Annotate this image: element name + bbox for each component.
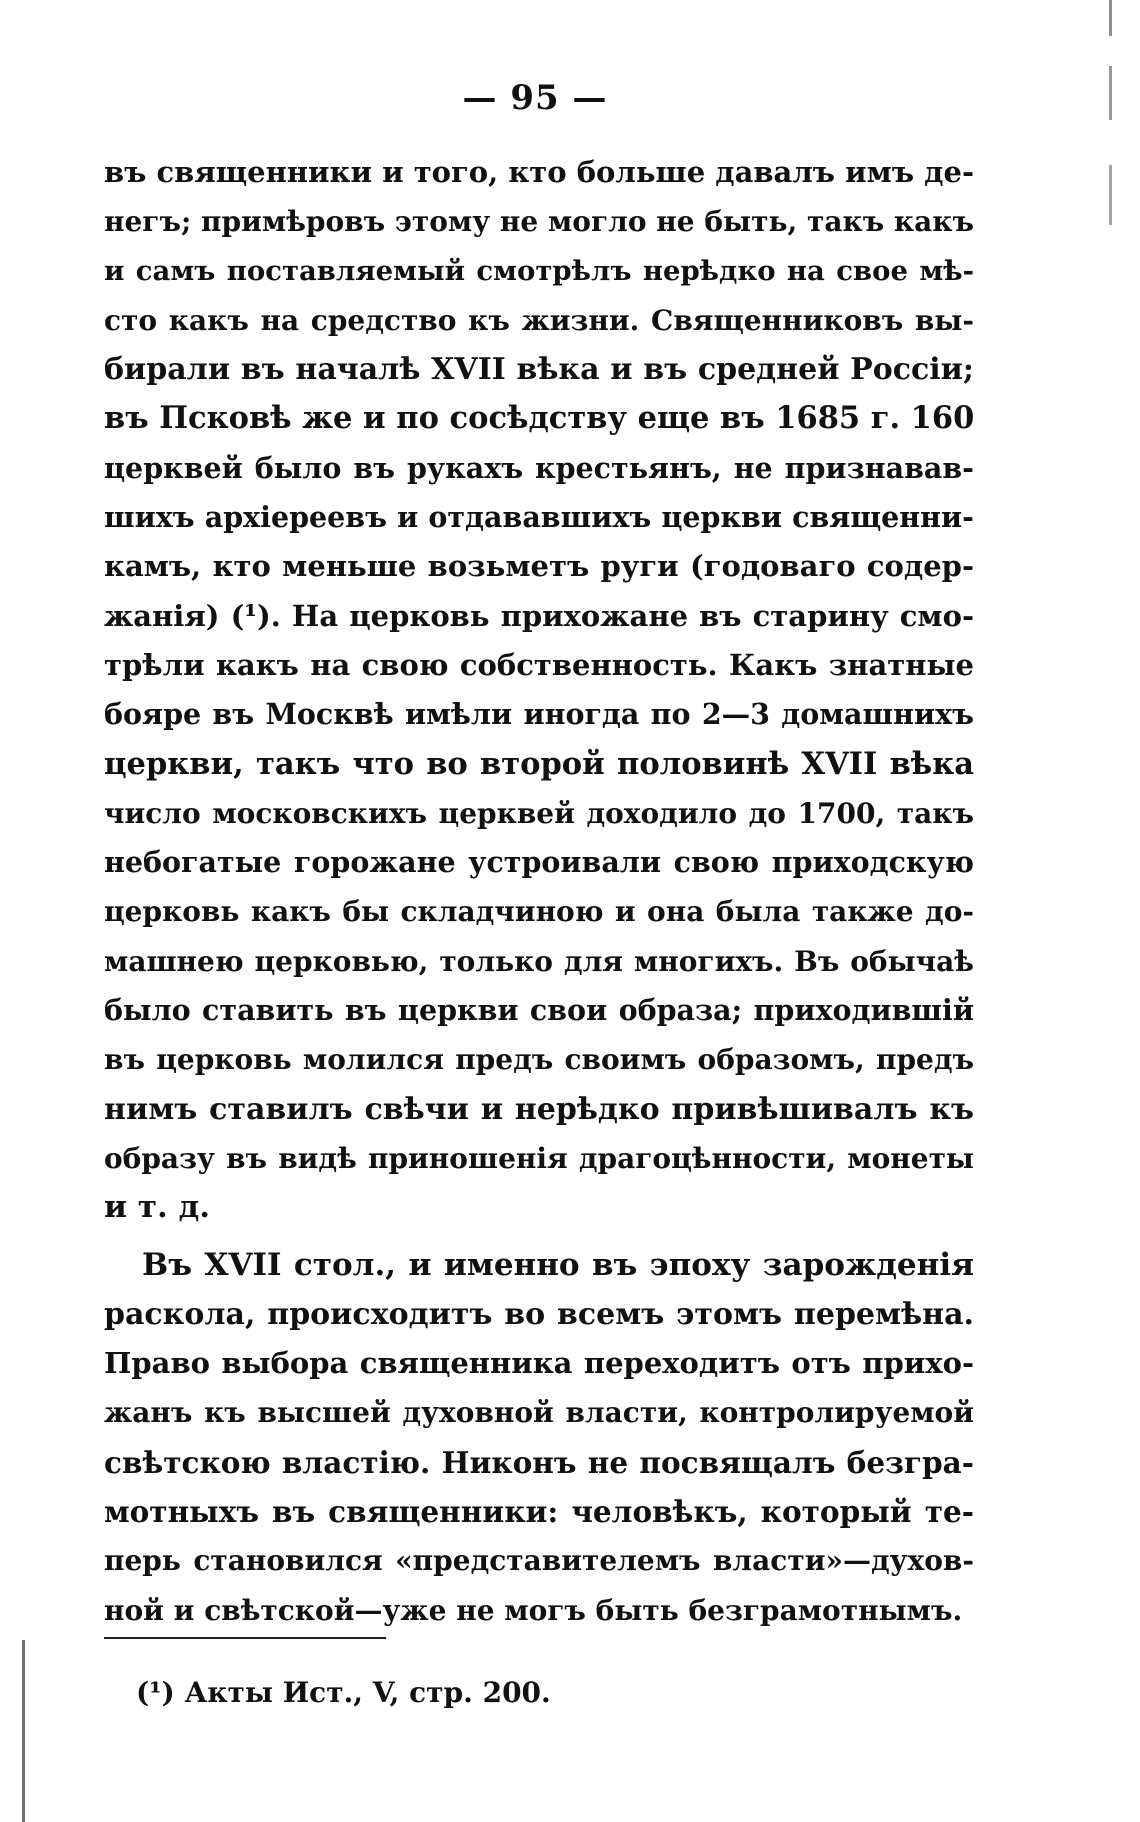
text-line: шихъ архіереевъ и отдававшихъ церкви священни-: [104, 500, 974, 535]
text-line: и т. д.: [104, 1189, 211, 1226]
text-line: сто какъ на средство къ жизни. Священниковъ вы-: [104, 303, 974, 337]
text-line: ной и свѣтской—уже не могъ быть безграмотнымъ.: [104, 1593, 963, 1627]
text-line: раскола, происходитъ во всемъ этомъ перемѣна.: [104, 1296, 974, 1332]
text-line: камъ, кто меньше возьметъ руги (годоваго содер-: [104, 549, 974, 584]
text-line: число московскихъ церквей доходило до 1700, такъ: [104, 796, 974, 830]
text-line: машнею церковью, только для многихъ. Въ обычаѣ: [104, 944, 974, 978]
text-line: перь становился «представителемъ власти»—духов-: [104, 1544, 974, 1578]
text-line: образу въ видѣ приношенія драгоцѣнности, монеты: [104, 1141, 974, 1175]
text-line: Право выбора священника переходитъ отъ прихо-: [104, 1346, 974, 1381]
text-line: жанъ къ высшей духовной власти, контролируемой: [104, 1396, 974, 1430]
text-line: церковь какъ бы складчиною и она была также до-: [104, 895, 974, 929]
text-line: церквей было въ рукахъ крестьянъ, не признавав-: [104, 450, 974, 485]
text-line: въ Псковѣ же и по сосѣдству еще въ 1685 г. 160: [104, 400, 975, 437]
text-line: церкви, такъ что во второй половинѣ XVII вѣка: [104, 745, 974, 782]
text-line: свѣтскою властію. Никонъ не посвящалъ безгра-: [104, 1444, 974, 1480]
text-line: Въ XVII стол., и именно въ эпоху зарожденія: [142, 1246, 974, 1283]
text-line: бирали въ началѣ XVII вѣка и въ средней Россіи;: [104, 352, 974, 388]
text-line: мотныхъ въ священники: человѣкъ, который те-: [104, 1494, 974, 1530]
text-line: въ священники и того, кто больше давалъ имъ де-: [104, 155, 974, 189]
scan-edge-mark: [1109, 0, 1112, 300]
text-line: было ставить въ церкви свои образа; приходившій: [104, 993, 974, 1028]
text-line: жанія) (¹). На церковь прихожане въ старину смо-: [104, 598, 974, 633]
text-line: небогатые горожане устроивали свою приходскую: [104, 845, 974, 880]
text-line: бояре въ Москвѣ имѣли иногда по 2—3 домашнихъ: [104, 697, 974, 732]
text-line: и самъ поставляемый смотрѣлъ нерѣдко на свое мѣ-: [104, 254, 974, 287]
page-number: — 95 —: [462, 78, 608, 118]
footnote-divider: [104, 1637, 386, 1639]
text-line: въ церковь молился предъ своимъ образомъ, предъ: [104, 1043, 974, 1077]
text-line: нимъ ставилъ свѣчи и нерѣдко привѣшивалъ къ: [104, 1091, 974, 1127]
text-line: негъ; примѣровъ этому не могло не быть, такъ какъ: [104, 205, 974, 239]
paragraph-gap: [104, 1233, 974, 1241]
text-line: трѣли какъ на свою собственность. Какъ знатные: [104, 647, 974, 682]
scan-edge-mark: [22, 1640, 25, 1822]
footnote: (¹) Акты Ист., V, стр. 200.: [136, 1676, 551, 1709]
body-text: [104, 148, 974, 1635]
